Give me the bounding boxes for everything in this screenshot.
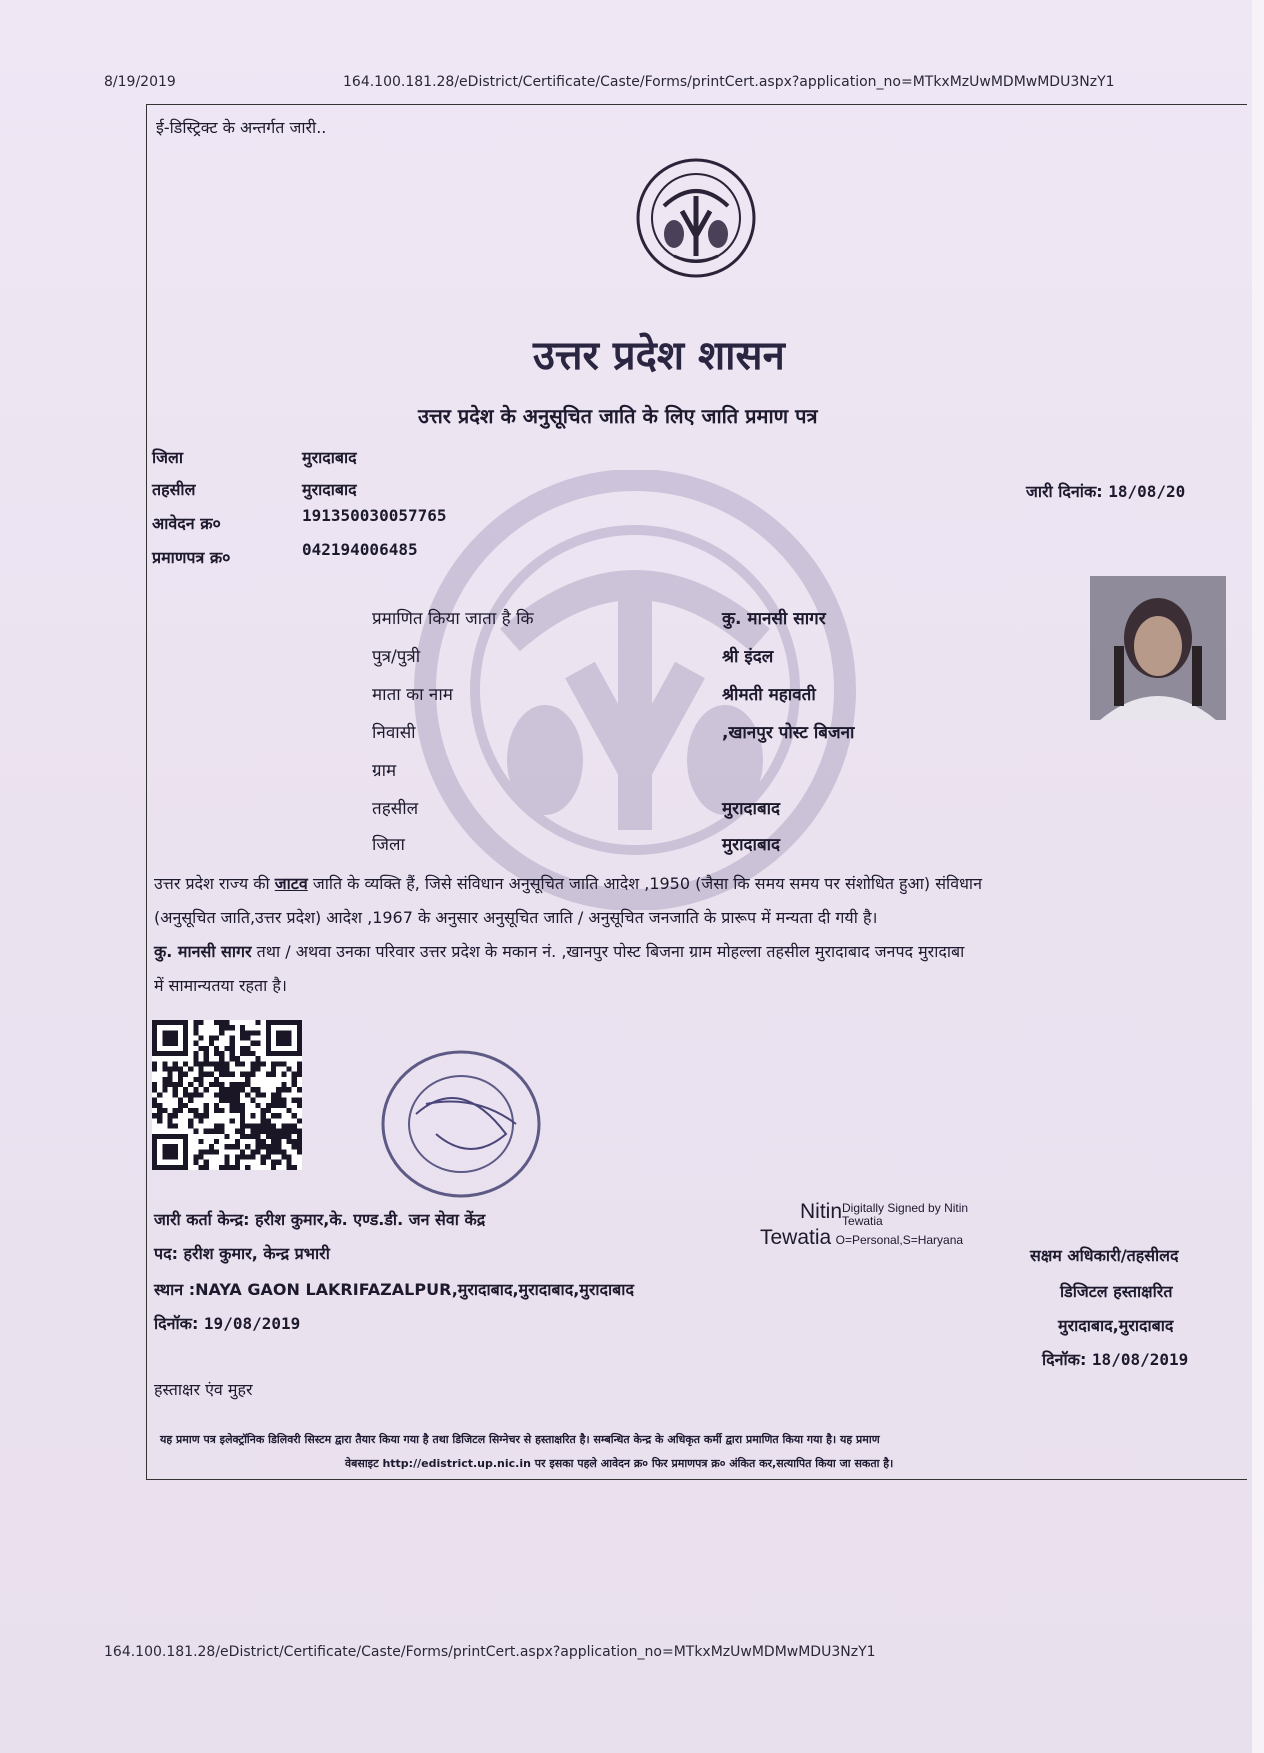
- mother-value: श्रीमती महावती: [722, 685, 816, 705]
- detail-district-value: मुरादाबाद: [722, 835, 781, 855]
- certify-label: प्रमाणित किया जाता है कि: [372, 609, 534, 629]
- detail-tehsil-label: तहसील: [372, 799, 419, 819]
- body-line-2: (अनुसूचित जाति,उत्तर प्रदेश) आदेश ,1967 के अनुसार अनुसूचित जाति / अनुसूचित जनजाति के प्रारूप में मन्यता दी गयी है।: [154, 908, 878, 927]
- body-line-4: में सामान्यतया रहता है।: [154, 976, 287, 995]
- tehsil-label: तहसील: [152, 480, 196, 499]
- certificate-no-value: 042194006485: [302, 540, 418, 559]
- tehsil-value: मुरादाबाद: [302, 480, 357, 499]
- page-edge: [1252, 0, 1264, 1753]
- resident-value: ,खानपुर पोस्ट बिजना: [722, 723, 855, 743]
- mother-label: माता का नाम: [372, 685, 453, 705]
- issuer-date: दिनॉक: 19/08/2019: [154, 1314, 301, 1333]
- print-date: 8/19/2019: [104, 74, 176, 90]
- caste-name: जाटव: [274, 874, 308, 893]
- application-no-label: आवेदन क्र०: [152, 514, 221, 533]
- applicant-photo: [1090, 576, 1226, 720]
- issuer-place: स्थान :NAYA GAON LAKRIFAZALPUR,मुरादाबाद,मुरादाबाद,मुरादाबाद: [154, 1280, 634, 1299]
- signer-first-name: Nitin: [800, 1200, 843, 1223]
- jan-seva-stamp-icon: [376, 1044, 546, 1204]
- parent-label: पुत्र/पुत्री: [372, 647, 421, 667]
- issued-under-note: ई-डिस्ट्रिक्ट के अन्तर्गत जारी..: [156, 118, 327, 137]
- authority-signed: डिजिटल हस्ताक्षरित: [1060, 1282, 1173, 1301]
- detail-tehsil-value: मुरादाबाद: [722, 799, 781, 819]
- digital-signature-line2: [760, 1226, 963, 1250]
- signer-last-name: Tewatia: [760, 1226, 832, 1249]
- qr-code[interactable]: [152, 1020, 302, 1170]
- footnote-line-2: वेबसाइट http://edistrict.up.nic.in पर इसका पहले आवेदन क्र० फिर प्रमाणपत्र क्र० अंकित कर,सत्यापित किया जा सकता है।: [345, 1457, 894, 1470]
- page-subtitle: उत्तर प्रदेश के अनुसूचित जाति के लिए जाति प्रमाण पत्र: [418, 404, 818, 428]
- print-url-footer: 164.100.181.28/eDistrict/Certificate/Caste/Forms/printCert.aspx?application_no=MTkxMzUwMDMwMDU3NzY1: [104, 1644, 876, 1660]
- authority-date: दिनॉक: 18/08/2019: [1042, 1350, 1189, 1369]
- body-line-1: उत्तर प्रदेश राज्य की जाटव जाति के व्यक्ति हैं, जिसे संविधान अनुसूचित जाति आदेश ,1950 (जैसा कि समय समय पर संशोधित हुआ) संविधान: [154, 874, 982, 893]
- issuer-designation: पद: हरीश कुमार, केन्द्र प्रभारी: [154, 1244, 330, 1263]
- district-value: मुरादाबाद: [302, 448, 357, 467]
- certify-value: कु. मानसी सागर: [722, 609, 826, 629]
- digital-signature: [800, 1200, 968, 1228]
- issuing-centre: जारी कर्ता केन्द्र: हरीश कुमार,के. एण्ड.डी. जन सेवा केंद्र: [154, 1210, 486, 1229]
- issue-date-label: जारी दिनांक:: [1026, 482, 1103, 501]
- signed-by-note: Digitally Signed by Nitin Tewatia: [842, 1201, 969, 1228]
- certificate-no-label: प्रमाणपत्र क्र०: [152, 548, 231, 567]
- page-title: उत्तर प्रदेश शासन: [533, 333, 785, 379]
- body-line-3: कु. मानसी सागर तथा / अथवा उनका परिवार उत्तर प्रदेश के मकान नं. ,खानपुर पोस्ट बिजना ग्राम मोहल्ला तहसील मुरादाबाद जनपद मुरादाबा: [154, 942, 965, 961]
- applicant-name-inline: कु. मानसी सागर: [154, 942, 252, 961]
- signature-seal-label: हस्ताक्षर एंव मुहर: [154, 1380, 253, 1399]
- issue-date-value: 18/08/20: [1108, 482, 1186, 501]
- resident-label: निवासी: [372, 723, 416, 743]
- application-no-value: 191350030057765: [302, 506, 447, 525]
- district-label: जिला: [152, 448, 184, 467]
- village-label: ग्राम: [372, 761, 397, 781]
- authority-place: मुरादाबाद,मुरादाबाद: [1058, 1316, 1174, 1335]
- up-emblem-icon: [634, 156, 758, 280]
- issue-date: [1026, 480, 1185, 502]
- authority-title: सक्षम अधिकारी/तहसीलद: [1030, 1246, 1179, 1265]
- detail-district-label: जिला: [372, 835, 405, 855]
- signer-org: O=Personal,S=Haryana: [835, 1233, 964, 1247]
- print-url-header: 164.100.181.28/eDistrict/Certificate/Caste/Forms/printCert.aspx?application_no=MTkxMzUwMDMwMDU3NzY1: [343, 74, 1115, 90]
- parent-value: श्री इंदल: [722, 647, 774, 667]
- footnote-line-1: यह प्रमाण पत्र इलेक्ट्रॉनिक डिलिवरी सिस्टम द्वारा तैयार किया गया है तथा डिजिटल सिग्नेचर से हस्ताक्षरित है। सम्बन्धित केन्द्र के अधिकृत कर्मी द्वारा प्रमाणित किया गया है। यह प्रमाण: [160, 1433, 880, 1446]
